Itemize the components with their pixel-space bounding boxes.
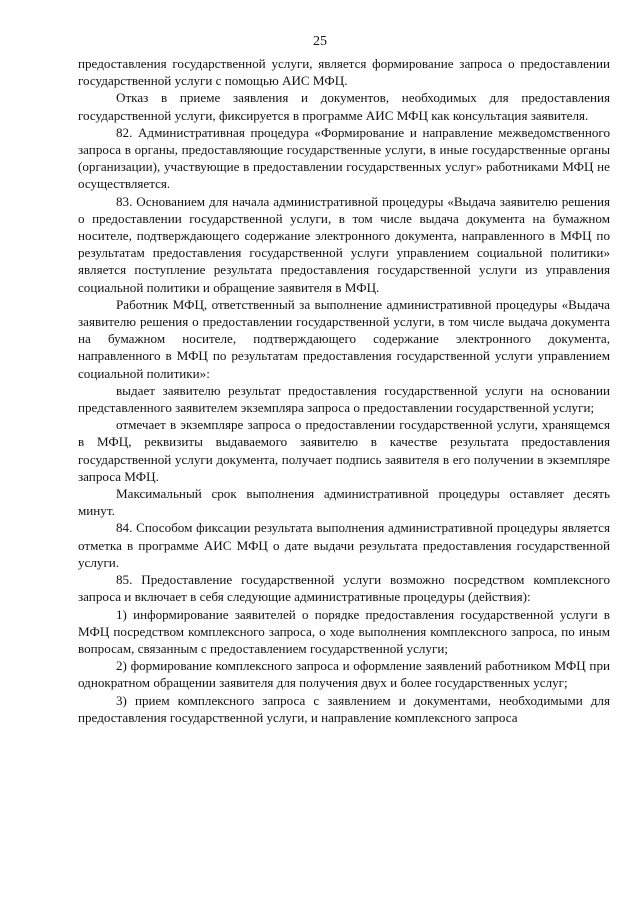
paragraph: Отказ в приеме заявления и документов, необходимых для предоставления государственной услуги, фиксируется в программе АИС МФЦ как консультация заявителя. bbox=[78, 90, 610, 123]
paragraph-82: 82. Административная процедура «Формирование и направление межведомственного запроса в органы, предоставляющие государственные услуги, в иные государственные органы (организации), участвующие в предоставлении государственных услуг» работниками МФЦ не осуществляется. bbox=[78, 124, 610, 192]
paragraph: Работник МФЦ, ответственный за выполнение административной процедуры «Выдача заявителю решения о предоставлении государственной услуги, в том числе выдача документа на бумажном носителе, подтверждающего содержание электронного документа, направленного в МФЦ по результатам предоставления государственной услуги управлением социальной политики»: bbox=[78, 296, 610, 381]
paragraph-84: 84. Способом фиксации результата выполнения административной процедуры является отметка в программе АИС МФЦ о дате выдачи результата предоставления государственной услуги. bbox=[78, 520, 610, 570]
list-item: 2) формирование комплексного запроса и оформление заявлений работником МФЦ при однократном обращении заявителя для получения двух и более государственных услуг; bbox=[78, 658, 610, 691]
list-item: 3) прием комплексного запроса с заявлением и документами, необходимыми для предоставления государственной услуги, и направление комплексного запроса bbox=[78, 692, 610, 725]
paragraph-85: 85. Предоставление государственной услуги возможно посредством комплексного запроса и включает в себя следующие административные процедуры (действия): bbox=[78, 572, 610, 605]
document-body bbox=[78, 55, 610, 726]
page-number: 25 bbox=[313, 34, 327, 49]
paragraph-83: 83. Основанием для начала административной процедуры «Выдача заявителю решения о предоставлении государственной услуги, в том числе выдача документа на бумажном носителе, подтверждающего содержание электронного документа, направленного в МФЦ по результатам предоставления государственной услуги управлением социальной политики» является поступление результата предоставления государственной услуги из управления социальной политики и обращение заявителя в МФЦ. bbox=[78, 193, 610, 295]
paragraph-continuation: предоставления государственной услуги, является формирование запроса о предоставлении государственной услуги с помощью АИС МФЦ. bbox=[78, 56, 610, 89]
paragraph: выдает заявителю результат предоставления государственной услуги на основании представленного заявителем экземпляра запроса о предоставлении государственной услуги; bbox=[78, 382, 610, 416]
paragraph: отмечает в экземпляре запроса о предоставлении государственной услуги, хранящемся в МФЦ, реквизиты выдаваемого заявителю в качестве результата предоставления государственной услуги документа, получает подпись заявителя в его получении в экземпляре запроса МФЦ. bbox=[78, 417, 610, 484]
paragraph: Максимальный срок выполнения административной процедуры оставляет десять минут. bbox=[78, 486, 610, 519]
list-item: 1) информирование заявителей о порядке предоставления государственной услуги в МФЦ посредством комплексного запроса, о ходе выполнения комплексного запроса, по иным вопросам, связанным с предоставлением государственной услуги; bbox=[78, 606, 610, 656]
